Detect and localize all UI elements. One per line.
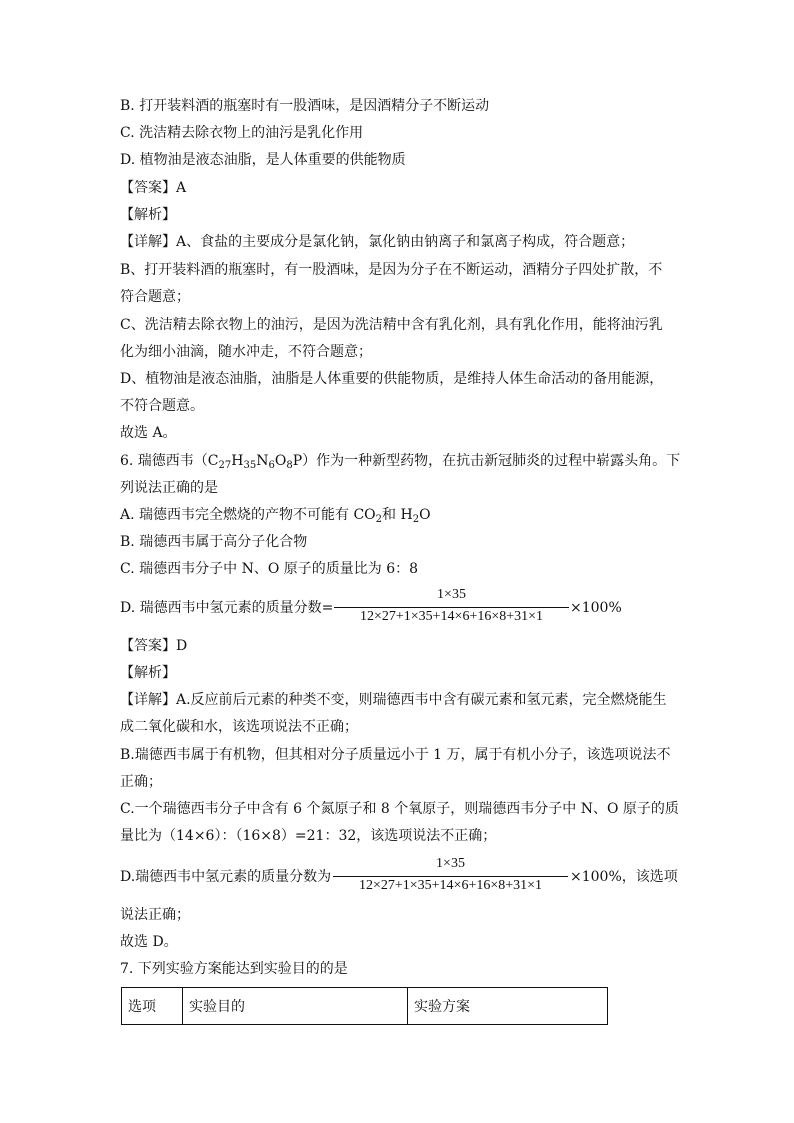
- detail-2-b-cont: 正确；: [120, 774, 162, 790]
- q6-option-d-fraction: [334, 587, 569, 631]
- header-purpose: 实验目的: [183, 988, 408, 1025]
- fraction-bar: [333, 876, 568, 877]
- choice-d: 故选 D。: [120, 934, 178, 950]
- header-option: 选项: [122, 988, 183, 1025]
- detail-b: B、打开装料酒的瓶塞时，有一股酒味，是因为分子在不断运动，酒精分子四处扩散，不: [120, 262, 663, 278]
- detail-2-b: B.瑞德西韦属于有机物，但其相对分子质量远小于 1 万，属于有机小分子，该选项说法不: [120, 747, 671, 763]
- detail-d: D、植物油是液态油脂，油脂是人体重要的供能物质，是维持人体生命活动的备用能源，: [120, 371, 664, 387]
- table-header-row: [122, 988, 608, 1025]
- q6-option-c: C. 瑞德西韦分子中 N、O 原子的质量比为 6：8: [120, 561, 419, 577]
- detail-2-c: C.一个瑞德西韦分子中含有 6 个氮原子和 8 个氧原子，则瑞德西韦分子中 N、O 原子的质: [120, 801, 679, 817]
- fraction-bar: [334, 607, 569, 608]
- detail-2-d-cont: 说法正确；: [120, 907, 190, 923]
- analysis-label: 【解析】: [120, 207, 176, 223]
- fraction-denominator: 12×27+1×35+14×6+16×8+31×1: [359, 609, 544, 624]
- q6-option-a: A. 瑞德西韦完全燃烧的产物不可能有 $CO_2$和 $H_2O$: [120, 507, 431, 525]
- experiment-table: [121, 987, 608, 1025]
- detail-2-d-label: D.瑞德西韦中氢元素的质量分数为: [120, 869, 332, 885]
- option-d-text: D. 植物油是液态油脂，是人体重要的供能物质: [120, 152, 406, 168]
- analysis-label-2: 【解析】: [120, 665, 176, 681]
- detail-2-d-percent: ×100%，该选项: [570, 869, 678, 885]
- detail-2-a: 【详解】A.反应前后元素的种类不变，则瑞德西韦中含有碳元素和氢元素，完全燃烧能生: [120, 692, 667, 708]
- choice-a: 故选 A。: [120, 425, 177, 441]
- detail-b-cont: 符合题意；: [120, 289, 190, 305]
- q6-option-b: B. 瑞德西韦属于高分子化合物: [120, 534, 308, 550]
- detail-2-d-fraction: [333, 856, 568, 900]
- detail-c-cont: 化为细小油滴，随水冲走，不符合题意；: [120, 344, 372, 360]
- question-7-stem: 7. 下列实验方案能达到实验目的的是: [120, 961, 348, 977]
- header-plan: 实验方案: [408, 988, 608, 1025]
- detail-c: C、洗洁精去除衣物上的油污，是因为洗洁精中含有乳化剂，具有乳化作用，能将油污乳: [120, 317, 663, 333]
- q6-option-d-percent: ×100%: [570, 600, 622, 616]
- fraction-numerator: 1×35: [436, 856, 465, 871]
- detail-d-cont: 不符合题意。: [120, 398, 204, 414]
- option-c-text: C. 洗洁精去除衣物上的油污是乳化作用: [120, 125, 364, 141]
- option-b-text: B. 打开装料酒的瓶塞时有一股酒味，是因酒精分子不断运动: [120, 98, 490, 114]
- fraction-denominator: 12×27+1×35+14×6+16×8+31×1: [358, 878, 543, 893]
- question-6-stem-cont: 列说法正确的是: [120, 480, 218, 496]
- answer-label: 【答案】A: [120, 180, 187, 196]
- question-6-stem: 6. 瑞德西韦$(C_{27}H_{35}N_6O_8P)$作为一种新型药物，在抗击新冠肺炎的过程中崭露头角。下: [120, 453, 681, 471]
- fraction-numerator: 1×35: [437, 587, 466, 602]
- q6-option-d-label: D. 瑞德西韦中氢元素的质量分数=: [120, 600, 334, 616]
- detail-a: 【详解】A、食盐的主要成分是氯化钠，氯化钠由钠离子和氯离子构成，符合题意；: [120, 234, 635, 250]
- answer-label-2: 【答案】D: [120, 638, 188, 654]
- detail-2-a-cont: 成二氧化碳和水，该选项说法不正确；: [120, 719, 358, 735]
- detail-2-c-cont: 量比为（14×6）：（16×8）=21：32，该选项说法不正确；: [120, 828, 497, 844]
